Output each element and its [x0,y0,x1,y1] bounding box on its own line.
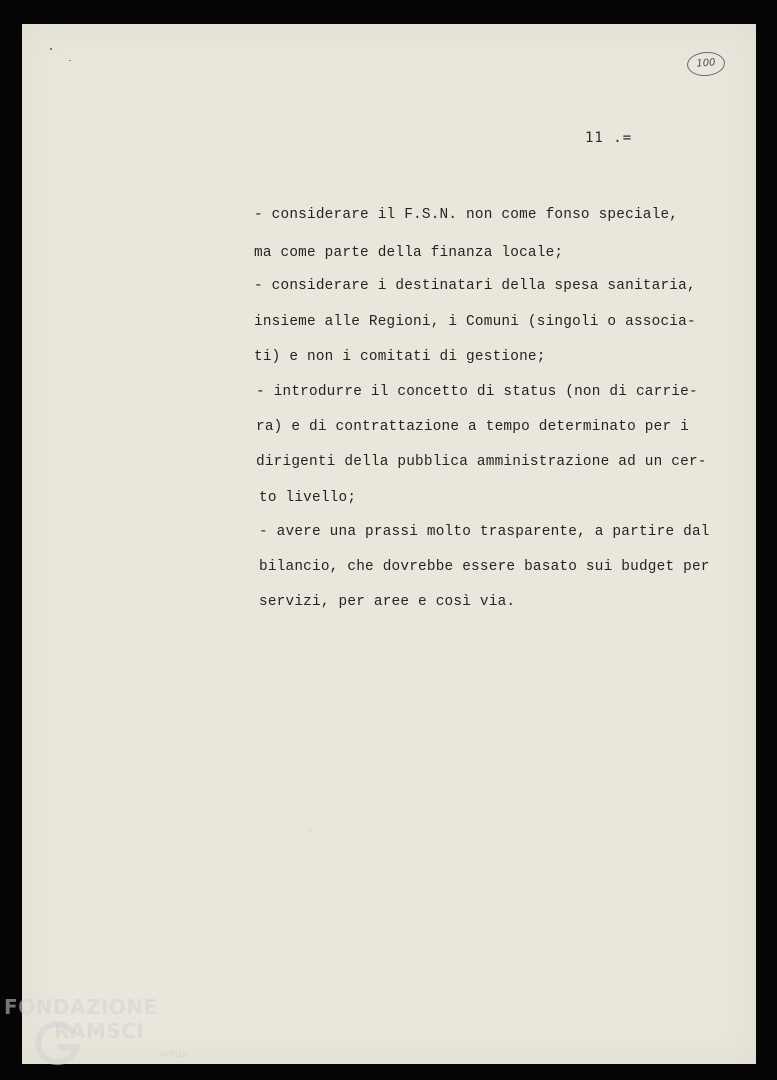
paper-speck [69,60,71,61]
text-line-6: - introdurre il concetto di status (non di carrie- [256,384,698,400]
text-line-3: - considerare i destinatari della spesa sanitaria, [254,278,696,294]
text-line-2: ma come parte della finanza locale; [254,245,564,261]
page-number: 11 .= [585,130,633,146]
text-line-8: dirigenti della pubblica amministrazione ad un cer- [256,454,707,470]
text-line-7: ra) e di contrattazione a tempo determinato per i [256,419,689,435]
paper-speck [310,830,311,831]
paper-speck [50,48,52,50]
text-line-10: - avere una prassi molto trasparente, a partire dal [259,524,710,540]
text-line-11: bilancio, che dovrebbe essere basato sui budget per [259,559,710,575]
text-line-12: servizi, per aree e così via. [259,594,516,610]
text-line-5: ti) e non i comitati di gestione; [254,349,546,365]
text-line-9: to livello; [259,490,357,506]
fondazione-gramsci-watermark [4,995,204,1075]
watermark-line-2: RAMSCI [54,1019,145,1043]
archive-page-number: 100 [686,51,726,78]
watermark-line-3: onlus [160,1049,187,1060]
text-line-4: insieme alle Regioni, i Comuni (singoli o associa- [254,314,696,330]
document-page [22,24,756,1064]
text-line-1: - considerare il F.S.N. non come fonso speciale, [254,207,679,223]
watermark-line-1: FONDAZIONE [4,995,158,1019]
